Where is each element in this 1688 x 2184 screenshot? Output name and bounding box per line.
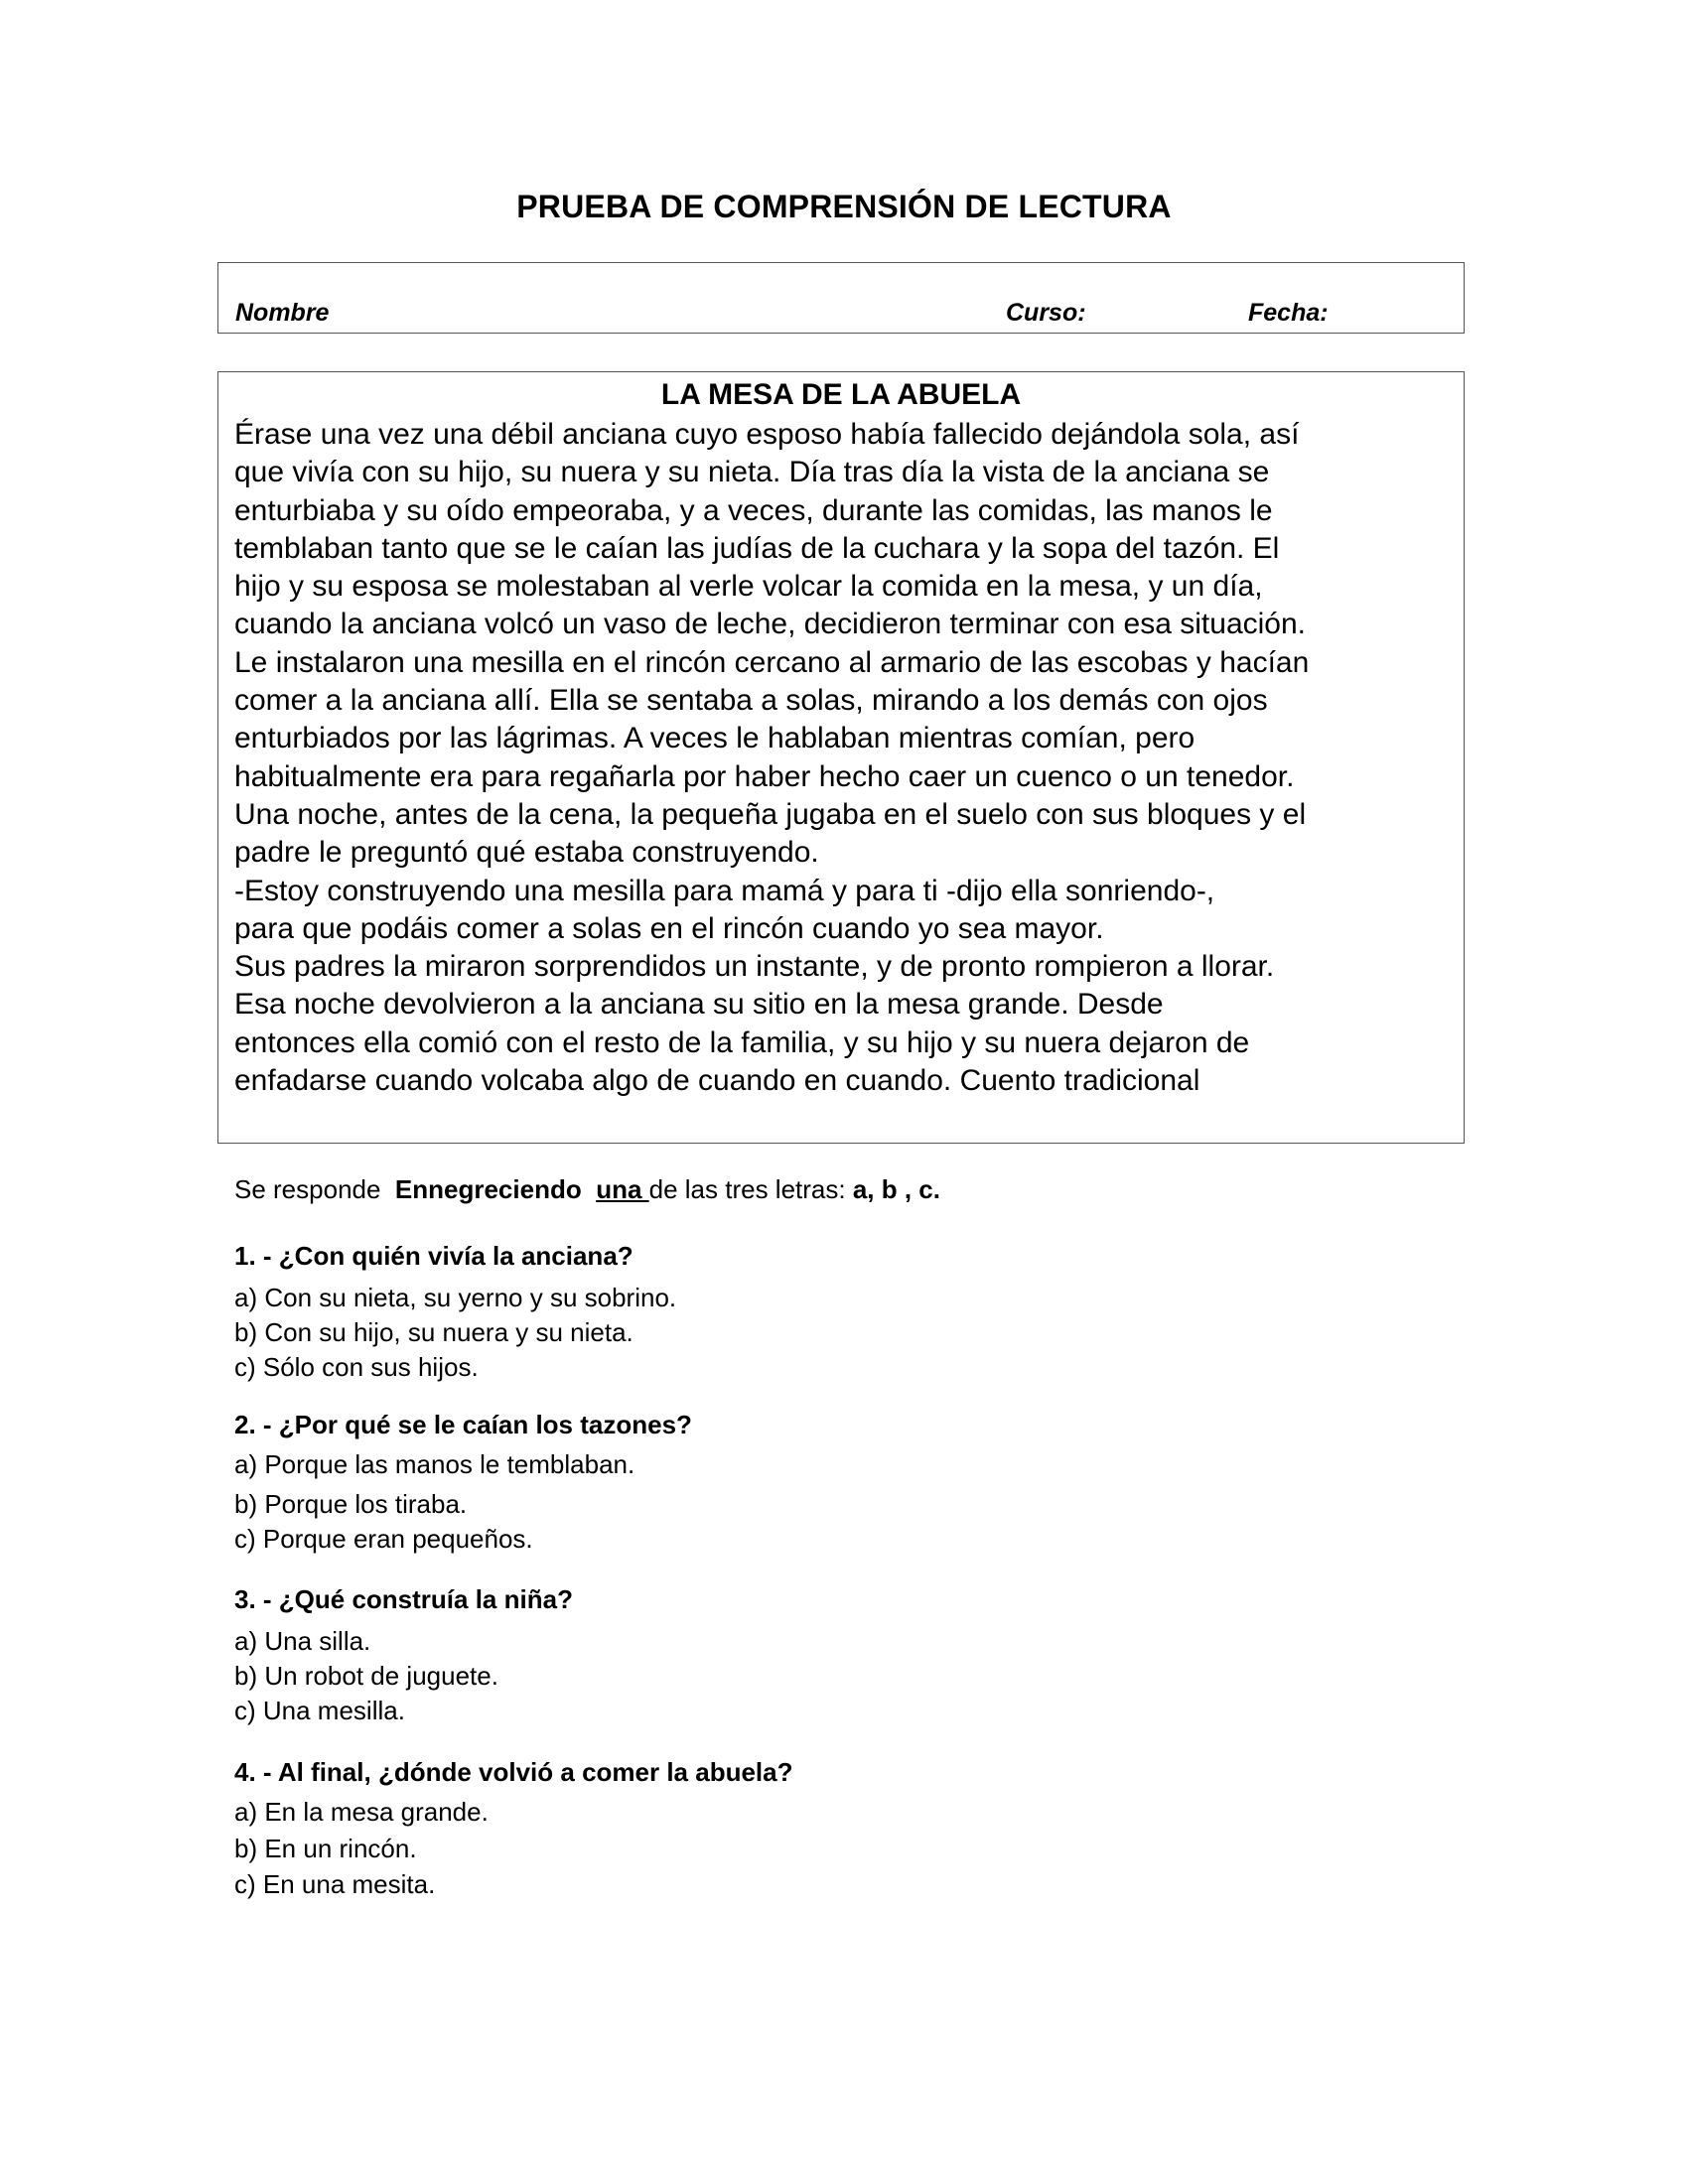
story-line: hijo y su esposa se molestaban al verle volcar la comida en la mesa, y un día, — [234, 570, 1263, 604]
name-label: Nombre — [235, 299, 330, 327]
story-line: enfadarse cuando volcaba algo de cuando en cuando. Cuento tradicional — [234, 1064, 1200, 1098]
question-1 — [234, 1241, 677, 1382]
student-info-box — [217, 262, 1465, 334]
option-a[interactable]: a) Con su nieta, su yerno y su sobrino. — [234, 1283, 677, 1312]
story-line: entonces ella comió con el resto de la familia, y su hijo y su nuera dejaron de — [234, 1025, 1250, 1059]
option-b[interactable]: b) En un rincón. — [234, 1834, 417, 1863]
question-text: 4. - Al final, ¿dónde volvió a comer la abuela? — [234, 1757, 793, 1787]
story-line: Una noche, antes de la cena, la pequeña jugaba en el suelo con sus bloques y el — [234, 797, 1307, 831]
story-line: temblaban tanto que se le caían las judías de la cuchara y la sopa del tazón. El — [234, 531, 1280, 565]
story-line: -Estoy construyendo una mesilla para mamá y para ti -dijo ella sonriendo-, — [234, 874, 1215, 907]
question-2 — [234, 1410, 692, 1554]
story-line: enturbiados por las lágrimas. A veces le hablaban mientras comían, pero — [234, 722, 1196, 755]
option-a[interactable]: a) En la mesa grande. — [234, 1797, 489, 1827]
question-text: 3. - ¿Qué construía la niña? — [234, 1584, 573, 1614]
instructions-bold-word: Ennegreciendo — [394, 1174, 582, 1204]
instructions-middle: de las tres letras: — [648, 1174, 846, 1204]
instructions-underlined-word: una — [596, 1174, 649, 1204]
story-line: que vivía con su hijo, su nuera y su nieta. Día tras día la vista de la anciana se — [234, 456, 1270, 489]
course-label: Curso: — [1006, 299, 1086, 327]
story-line: enturbiaba y su oído empeoraba, y a veces, durante las comidas, las manos le — [234, 493, 1273, 527]
story-title: LA MESA DE LA ABUELA — [660, 378, 1022, 411]
story-line: padre le preguntó qué estaba construyendo. — [234, 836, 819, 870]
instructions-prefix: Se responde — [234, 1174, 381, 1204]
story-box — [217, 371, 1465, 1144]
question-3 — [234, 1584, 573, 1725]
option-a[interactable]: a) Una silla. — [234, 1626, 371, 1656]
story-line: Esa noche devolvieron a la anciana su sitio en la mesa grande. Desde — [234, 988, 1164, 1022]
story-line: cuando la anciana volcó un vaso de leche, decidieron terminar con esa situación. — [234, 608, 1307, 641]
option-c[interactable]: c) Porque eran pequeños. — [234, 1524, 533, 1554]
question-4 — [234, 1757, 793, 1899]
option-a[interactable]: a) Porque las manos le temblaban. — [234, 1449, 635, 1479]
story-line: Le instalaron una mesilla en el rincón cercano al armario de las escobas y hacían — [234, 645, 1310, 679]
option-b[interactable]: b) Un robot de juguete. — [234, 1661, 498, 1691]
instructions-letters: a, b , c. — [845, 1174, 940, 1204]
story-line: Érase una vez una débil anciana cuyo esposo había fallecido dejándola sola, así — [234, 418, 1300, 451]
story-line: comer a la anciana allí. Ella se sentaba a solas, mirando a los demás con ojos — [234, 684, 1268, 718]
story-text — [234, 416, 1456, 1100]
story-line: Sus padres la miraron sorprendidos un instante, y de pronto rompieron a llorar. — [234, 950, 1275, 984]
page-title: PRUEBA DE COMPRENSIÓN DE LECTURA — [516, 189, 1172, 224]
option-b[interactable]: b) Porque los tiraba. — [234, 1489, 468, 1519]
option-c[interactable]: c) En una mesita. — [234, 1869, 436, 1899]
answer-instructions — [234, 1174, 940, 1205]
option-b[interactable]: b) Con su hijo, su nuera y su nieta. — [234, 1317, 633, 1347]
option-c[interactable]: c) Sólo con sus hijos. — [234, 1352, 479, 1382]
story-line: para que podáis comer a solas en el rincón cuando yo sea mayor. — [234, 911, 1104, 945]
date-label: Fecha: — [1248, 299, 1329, 327]
option-c[interactable]: c) Una mesilla. — [234, 1696, 405, 1725]
question-text: 2. - ¿Por qué se le caían los tazones? — [234, 1410, 692, 1439]
story-line: habitualmente era para regañarla por haber hecho caer un cuenco o un tenedor. — [234, 759, 1295, 793]
question-text: 1. - ¿Con quién vivía la anciana? — [234, 1241, 633, 1271]
